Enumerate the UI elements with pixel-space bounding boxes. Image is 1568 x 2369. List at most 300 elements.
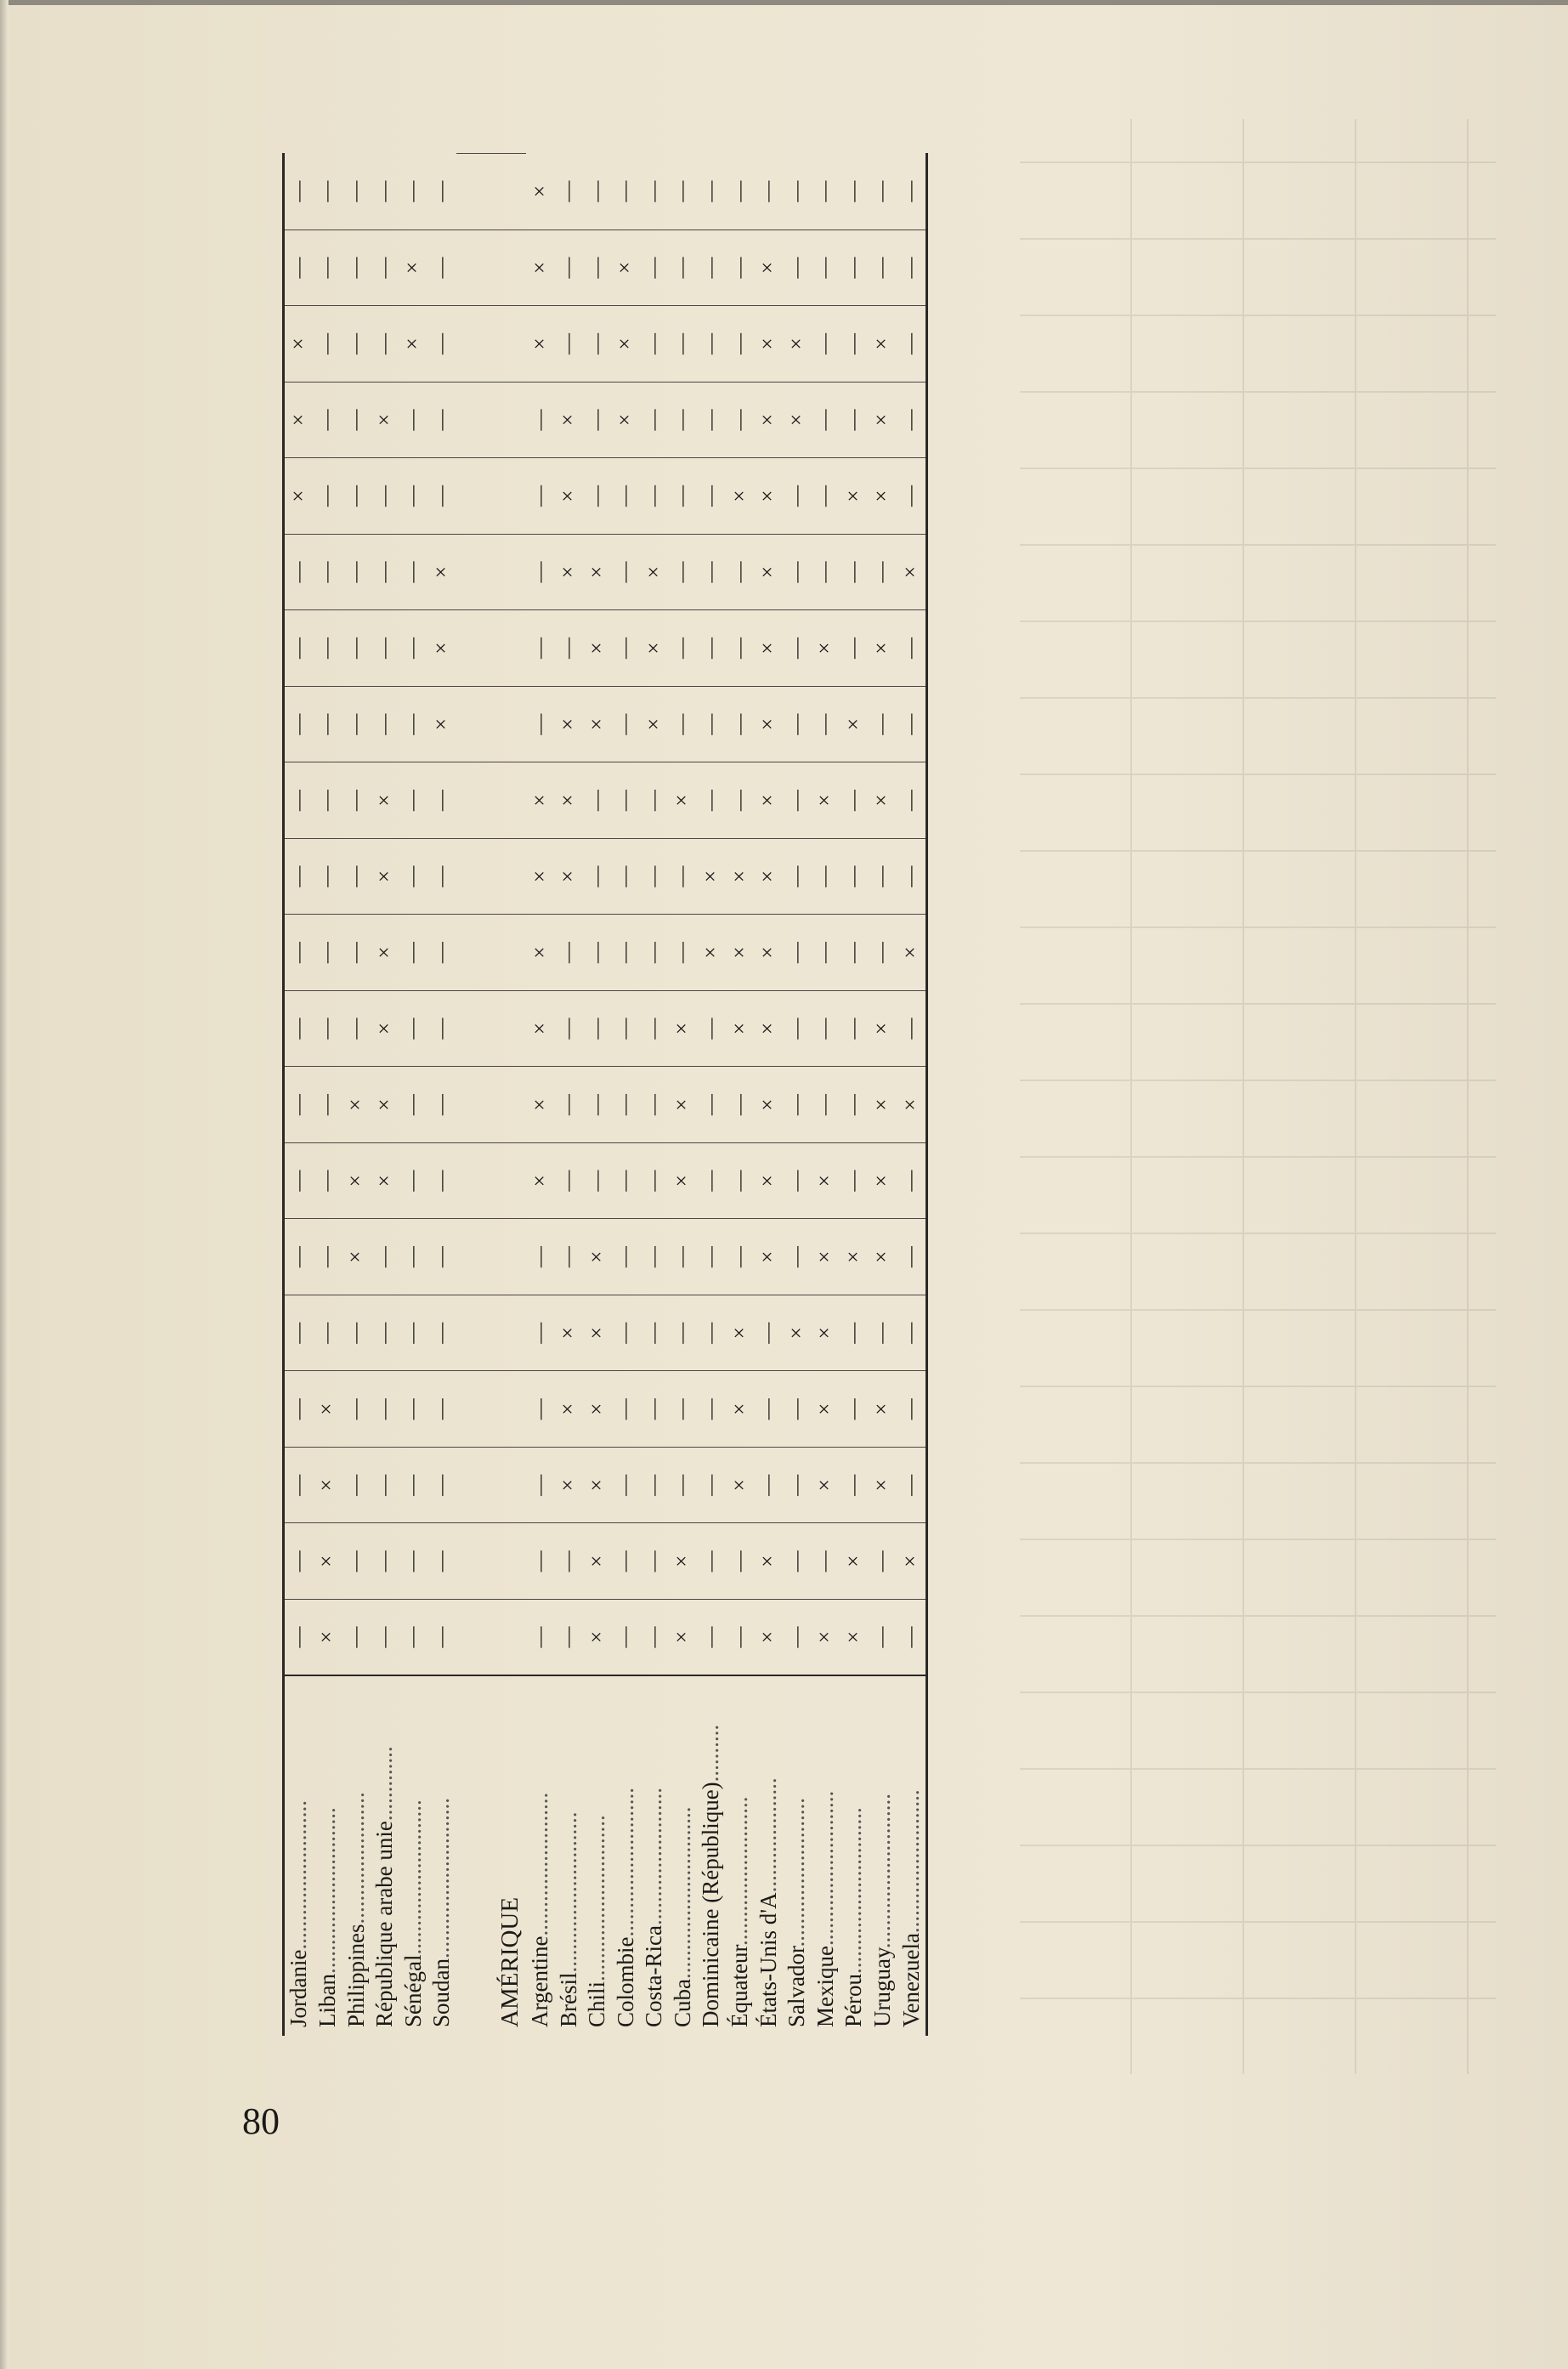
membership-mark: — (314, 838, 342, 915)
membership-mark: — (554, 306, 583, 383)
membership-mark: — (897, 230, 926, 306)
membership-mark: × (669, 1067, 698, 1143)
membership-mark: — (669, 838, 698, 915)
membership-mark: — (554, 1599, 583, 1675)
membership-mark: — (840, 990, 869, 1067)
dot-leader: ............................. (841, 1807, 867, 1974)
membership-mark: — (697, 534, 726, 610)
membership-mark: — (869, 1599, 897, 1675)
membership-mark: — (314, 762, 342, 839)
country-name: Sénégal........................... (399, 1675, 427, 2036)
membership-mark (456, 534, 495, 610)
membership-mark: — (697, 1371, 726, 1448)
membership-mark: — (342, 458, 371, 535)
membership-mark: × (754, 534, 783, 610)
membership-mark: × (754, 915, 783, 991)
membership-mark: — (840, 915, 869, 991)
membership-mark: — (399, 915, 427, 991)
membership-mark: — (399, 610, 427, 687)
membership-mark: — (897, 1219, 926, 1295)
membership-mark: — (640, 915, 669, 991)
membership-mark: — (371, 1371, 399, 1448)
membership-mark: × (897, 1523, 926, 1600)
membership-mark: × (554, 458, 583, 535)
dot-leader: .......... (698, 1724, 724, 1782)
membership-mark: × (726, 1371, 755, 1448)
membership-mark: × (869, 610, 897, 687)
membership-mark: — (611, 762, 640, 839)
membership-mark: × (697, 915, 726, 991)
membership-mark: — (897, 1371, 926, 1448)
membership-mark: — (554, 1523, 583, 1600)
membership-mark: — (554, 1067, 583, 1143)
country-name: Brésil............................ (554, 1675, 583, 2036)
membership-mark (456, 762, 495, 839)
country-name: Argentine......................... (526, 1675, 555, 2036)
membership-mark: — (284, 762, 314, 839)
country-name: Liban............................. (314, 1675, 342, 2036)
membership-mark: — (783, 838, 812, 915)
membership-mark: — (869, 686, 897, 762)
membership-mark: — (840, 1371, 869, 1448)
membership-mark: — (526, 1371, 555, 1448)
membership-mark: — (371, 610, 399, 687)
membership-mark (495, 230, 526, 306)
membership-mark: — (427, 1447, 456, 1523)
membership-mark: × (371, 838, 399, 915)
membership-mark: × (754, 382, 783, 458)
membership-mark: — (640, 1142, 669, 1219)
membership-mark: × (811, 610, 840, 687)
membership-mark: — (869, 1523, 897, 1600)
country-name: Cuba.............................. (669, 1675, 698, 2036)
membership-mark: × (840, 686, 869, 762)
membership-mark: — (315, 180, 339, 202)
membership-mark: — (371, 1447, 399, 1523)
membership-mark: × (371, 382, 399, 458)
membership-mark: — (427, 382, 456, 458)
membership-mark: — (526, 1295, 555, 1371)
membership-mark: — (726, 1523, 755, 1600)
membership-mark: — (811, 686, 840, 762)
membership-mark: — (611, 838, 640, 915)
membership-mark: — (697, 1295, 726, 1371)
membership-mark: — (371, 1523, 399, 1600)
country-row (371, 154, 399, 2037)
membership-mark (495, 610, 526, 687)
membership-mark: — (811, 230, 840, 306)
membership-mark (456, 382, 495, 458)
country-row (869, 154, 897, 2037)
membership-mark: — (783, 1067, 812, 1143)
membership-mark: — (697, 458, 726, 535)
membership-mark: — (870, 180, 894, 202)
membership-mark: — (427, 1295, 456, 1371)
membership-mark: — (897, 762, 926, 839)
membership-mark: — (697, 1523, 726, 1600)
membership-mark: — (399, 762, 427, 839)
membership-mark: × (869, 762, 897, 839)
membership-mark: — (640, 990, 669, 1067)
membership-mark: — (697, 990, 726, 1067)
membership-mark: — (726, 534, 755, 610)
membership-mark: × (554, 1295, 583, 1371)
section-heading-row (456, 154, 495, 2037)
country-row (783, 154, 812, 2037)
membership-mark: — (640, 1295, 669, 1371)
membership-mark: — (314, 990, 342, 1067)
membership-mark: — (840, 382, 869, 458)
membership-mark: — (897, 458, 926, 535)
country-row (526, 154, 555, 2037)
membership-mark: — (783, 762, 812, 839)
membership-mark: × (583, 610, 612, 687)
membership-mark: × (897, 1067, 926, 1143)
dot-leader: ........................... (869, 1794, 895, 1949)
membership-mark: — (754, 1295, 783, 1371)
membership-mark: × (640, 534, 669, 610)
membership-mark (495, 306, 526, 383)
membership-mark: × (869, 458, 897, 535)
country-name: Philippines....................... (342, 1675, 371, 2036)
membership-mark: — (611, 458, 640, 535)
membership-mark: × (371, 1067, 399, 1143)
membership-mark: — (427, 1067, 456, 1143)
membership-mark (495, 1523, 526, 1600)
membership-mark: × (669, 1523, 698, 1600)
membership-mark: — (427, 1371, 456, 1448)
membership-mark: — (429, 180, 453, 202)
membership-mark: — (697, 686, 726, 762)
membership-mark: × (427, 534, 456, 610)
membership-mark: × (840, 1219, 869, 1295)
membership-mark: — (811, 306, 840, 383)
dot-leader: ............................. (584, 1815, 610, 1981)
country-name: Jordanie.......................... (284, 1675, 314, 2036)
membership-mark: — (726, 382, 755, 458)
membership-mark: × (554, 762, 583, 839)
membership-mark: — (783, 1371, 812, 1448)
membership-mark: — (841, 180, 865, 202)
membership-mark: — (697, 230, 726, 306)
membership-mark: × (554, 686, 583, 762)
membership-mark: — (284, 838, 314, 915)
membership-mark (495, 1295, 526, 1371)
membership-mark: — (284, 534, 314, 610)
membership-mark: — (640, 382, 669, 458)
membership-mark: — (314, 534, 342, 610)
membership-mark: × (526, 306, 555, 383)
membership-mark (495, 1067, 526, 1143)
membership-mark: — (284, 230, 314, 306)
membership-mark: × (342, 1142, 371, 1219)
membership-table (282, 153, 928, 2036)
membership-mark: — (583, 762, 612, 839)
membership-mark: × (754, 1067, 783, 1143)
membership-mark: — (427, 230, 456, 306)
membership-mark: — (399, 382, 427, 458)
membership-mark: — (611, 915, 640, 991)
membership-mark: — (611, 1447, 640, 1523)
membership-mark: × (869, 1371, 897, 1448)
membership-mark: — (399, 1599, 427, 1675)
membership-mark: — (840, 306, 869, 383)
membership-mark: — (840, 762, 869, 839)
membership-mark: × (640, 686, 669, 762)
membership-mark: — (554, 230, 583, 306)
page-number: 80 (242, 2100, 280, 2142)
membership-mark: — (669, 610, 698, 687)
membership-mark: — (840, 230, 869, 306)
membership-mark: — (783, 458, 812, 535)
membership-mark: × (754, 458, 783, 535)
membership-mark (456, 306, 495, 383)
membership-mark: — (314, 458, 342, 535)
membership-mark: — (611, 686, 640, 762)
membership-mark: — (314, 610, 342, 687)
membership-mark: × (583, 1523, 612, 1600)
country-row (427, 154, 456, 2037)
membership-mark: × (427, 686, 456, 762)
membership-mark: — (399, 1219, 427, 1295)
membership-mark (456, 1523, 495, 1600)
country-name: Dominicaine (République).......... (697, 1675, 726, 2036)
membership-mark: × (811, 1371, 840, 1448)
membership-mark: — (611, 1295, 640, 1371)
membership-mark: — (583, 382, 612, 458)
membership-mark: × (669, 1599, 698, 1675)
membership-mark: — (640, 1371, 669, 1448)
membership-mark: — (697, 306, 726, 383)
membership-mark: — (726, 230, 755, 306)
membership-mark: — (372, 180, 396, 202)
membership-mark: — (897, 1599, 926, 1675)
membership-mark: × (726, 1295, 755, 1371)
membership-mark: — (526, 1219, 555, 1295)
membership-mark: — (811, 382, 840, 458)
membership-mark: — (726, 1599, 755, 1675)
membership-mark: — (284, 1295, 314, 1371)
membership-mark: × (314, 1599, 342, 1675)
membership-mark: × (554, 1371, 583, 1448)
dot-leader: ........................ (641, 1788, 667, 1926)
membership-mark: — (669, 230, 698, 306)
membership-mark: — (371, 534, 399, 610)
membership-mark: — (726, 1219, 755, 1295)
dot-leader: .................... (755, 1777, 781, 1893)
membership-mark: × (840, 458, 869, 535)
membership-mark (456, 1371, 495, 1448)
membership-mark (456, 838, 495, 915)
membership-mark: — (342, 306, 371, 383)
membership-mark (456, 154, 495, 230)
membership-mark: — (526, 686, 555, 762)
membership-mark: × (554, 838, 583, 915)
membership-mark (456, 990, 495, 1067)
membership-mark: — (583, 915, 612, 991)
membership-mark: × (583, 1447, 612, 1523)
membership-mark: — (342, 686, 371, 762)
membership-mark: — (526, 382, 555, 458)
membership-mark (495, 458, 526, 535)
membership-mark: × (811, 762, 840, 839)
membership-mark (495, 154, 526, 230)
membership-mark (495, 1219, 526, 1295)
country-name: Venezuela......................... (897, 1675, 926, 2036)
membership-mark: — (897, 686, 926, 762)
dot-leader: .............................. (669, 1806, 695, 1979)
membership-mark: × (583, 686, 612, 762)
membership-mark: × (726, 915, 755, 991)
membership-mark (456, 1142, 495, 1219)
section-heading-row (495, 154, 526, 2037)
membership-mark: — (813, 180, 837, 202)
membership-mark: × (583, 1371, 612, 1448)
membership-mark: — (427, 915, 456, 991)
membership-mark: × (754, 1142, 783, 1219)
membership-mark: × (583, 1599, 612, 1675)
membership-mark: — (427, 306, 456, 383)
membership-mark: — (640, 1599, 669, 1675)
membership-mark (495, 990, 526, 1067)
membership-mark: — (399, 1067, 427, 1143)
membership-mark: — (554, 1219, 583, 1295)
membership-mark: — (342, 230, 371, 306)
membership-mark: — (811, 838, 840, 915)
membership-mark: × (754, 838, 783, 915)
country-row (754, 154, 783, 2037)
membership-mark: × (583, 534, 612, 610)
membership-mark: — (897, 838, 926, 915)
dot-leader: ........................... (399, 1799, 426, 1955)
membership-mark: × (611, 306, 640, 383)
membership-mark: — (554, 1142, 583, 1219)
membership-mark: — (427, 1523, 456, 1600)
membership-mark: — (401, 180, 425, 202)
membership-mark: — (583, 230, 612, 306)
membership-mark: — (314, 1067, 342, 1143)
membership-mark: × (754, 306, 783, 383)
show-through-from-reverse (1020, 119, 1496, 2074)
membership-mark: — (399, 1295, 427, 1371)
membership-mark: — (371, 306, 399, 383)
membership-mark: × (783, 1295, 812, 1371)
membership-mark: — (284, 1067, 314, 1143)
membership-mark: — (314, 1142, 342, 1219)
membership-mark: × (526, 1067, 555, 1143)
membership-mark: — (671, 180, 694, 202)
membership-mark: — (640, 306, 669, 383)
membership-mark: × (869, 382, 897, 458)
membership-mark (495, 1447, 526, 1523)
membership-mark: — (399, 838, 427, 915)
dot-leader: ......................... (527, 1792, 553, 1936)
country-row (314, 154, 342, 2037)
membership-mark: — (427, 458, 456, 535)
membership-mark: — (284, 990, 314, 1067)
membership-mark (495, 1142, 526, 1219)
membership-mark: — (399, 1371, 427, 1448)
membership-mark: — (727, 180, 751, 202)
dot-leader: ............. (371, 1746, 398, 1822)
scan-top-edge (0, 0, 1568, 5)
membership-mark: × (554, 534, 583, 610)
membership-mark: × (611, 230, 640, 306)
membership-mark: — (811, 990, 840, 1067)
membership-mark: × (754, 230, 783, 306)
membership-mark: × (284, 306, 314, 383)
membership-mark: — (342, 838, 371, 915)
membership-mark: — (314, 382, 342, 458)
membership-mark: — (342, 1371, 371, 1448)
membership-mark: — (342, 990, 371, 1067)
country-name: Colombie.......................... (611, 1675, 640, 2036)
country-row (640, 154, 669, 2037)
membership-mark: — (783, 534, 812, 610)
country-name: Costa-Rica........................ (640, 1675, 669, 2036)
membership-mark: — (783, 915, 812, 991)
membership-mark: × (526, 990, 555, 1067)
membership-mark: — (284, 686, 314, 762)
dot-leader: .......................... (784, 1798, 810, 1947)
membership-mark: × (869, 990, 897, 1067)
membership-mark: — (284, 1599, 314, 1675)
membership-mark: — (669, 1447, 698, 1523)
membership-mark: — (526, 610, 555, 687)
membership-mark: × (897, 915, 926, 991)
membership-mark: — (342, 915, 371, 991)
membership-mark: × (427, 610, 456, 687)
membership-mark: — (640, 1447, 669, 1523)
membership-mark: — (284, 915, 314, 991)
country-row (811, 154, 840, 2037)
membership-mark: — (526, 1523, 555, 1600)
membership-mark: × (554, 1447, 583, 1523)
membership-mark: — (286, 180, 310, 202)
membership-mark: — (611, 990, 640, 1067)
membership-mark: — (371, 686, 399, 762)
membership-mark: — (611, 1142, 640, 1219)
membership-mark: — (726, 686, 755, 762)
membership-mark: — (726, 762, 755, 839)
membership-mark: — (697, 1447, 726, 1523)
dot-leader: ............................ (555, 1811, 581, 1973)
membership-mark: — (284, 1142, 314, 1219)
membership-mark: — (314, 306, 342, 383)
membership-mark: — (697, 382, 726, 458)
membership-mark: × (371, 762, 399, 839)
membership-mark: × (811, 1142, 840, 1219)
membership-mark: × (399, 230, 427, 306)
membership-mark: — (640, 838, 669, 915)
membership-mark: × (726, 1447, 755, 1523)
membership-mark: — (783, 1599, 812, 1675)
country-name: République arabe unie............. (371, 1675, 399, 2036)
membership-mark: — (611, 1371, 640, 1448)
membership-mark: × (754, 610, 783, 687)
membership-mark: — (284, 610, 314, 687)
membership-mark: — (399, 458, 427, 535)
membership-mark: — (669, 534, 698, 610)
membership-mark: × (754, 1599, 783, 1675)
membership-mark: — (342, 610, 371, 687)
membership-mark: — (640, 762, 669, 839)
membership-mark: — (783, 1523, 812, 1600)
membership-mark: — (314, 1219, 342, 1295)
membership-mark: — (611, 534, 640, 610)
country-row (342, 154, 371, 2037)
membership-mark: — (697, 1142, 726, 1219)
